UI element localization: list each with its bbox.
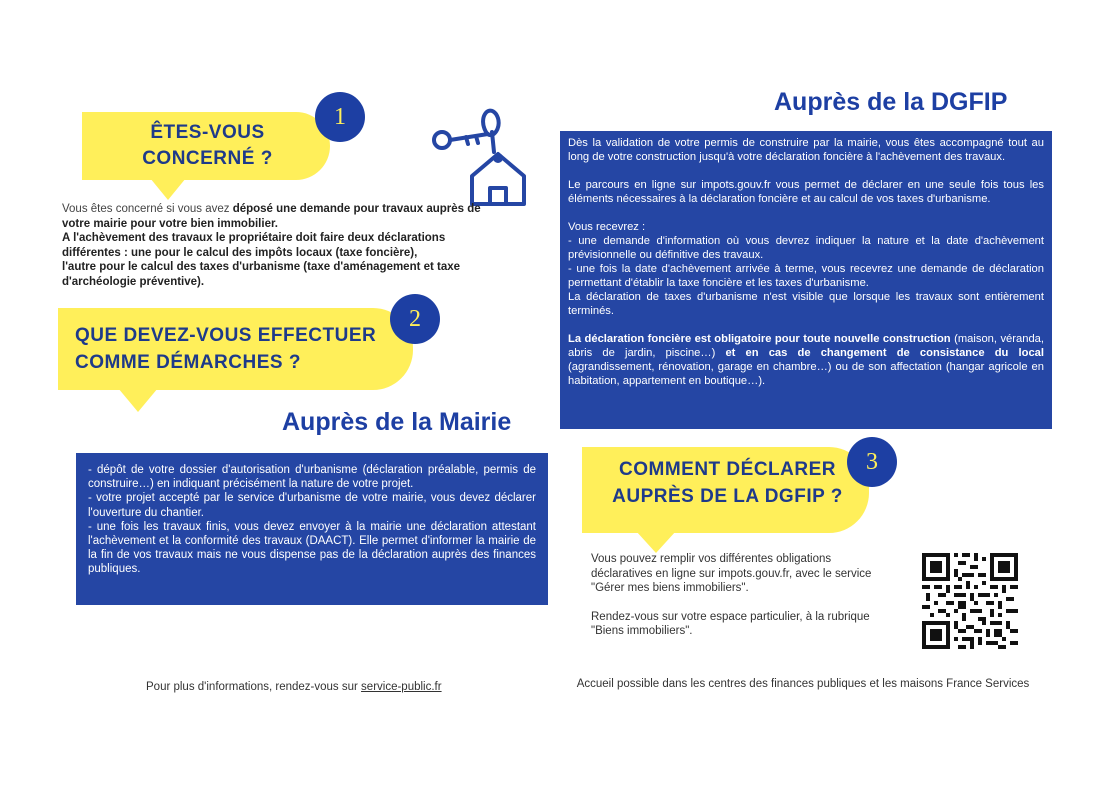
mairie-item-3: - une fois les travaux finis, vous devez envoyer à la mairie une déclaration attestant l'achèvement et la conformité des travaux (DAACT). Elle permet d'informer la mairie de la fin de vos travaux mais ne vous dispense pas de la déclaration auprès des finances publiques.: [88, 520, 536, 576]
section1-number: 1: [334, 103, 346, 130]
section1-bubble-tail: [150, 178, 186, 200]
section1-title: [120, 120, 295, 172]
section3-title-line2: AUPRÈS DE LA DGFIP ?: [612, 486, 843, 507]
section1-number-badge: [315, 92, 365, 142]
section1-text: [62, 202, 482, 289]
mairie-box: [76, 453, 548, 605]
section2-title-line2: COMME DÉMARCHES ?: [75, 352, 301, 373]
qr-code-icon[interactable]: [922, 553, 1018, 649]
section3-text-2: Rendez-vous sur votre espace particulier, à la rubrique "Biens immobiliers".: [591, 610, 870, 637]
dgfip-paragraph-1: Dès la validation de votre permis de construire par la mairie, vous êtes accompagné tout au long de votre construction jusqu'à votre déclaration foncière à l'achèvement des travaux.: [568, 137, 1044, 163]
dgfip-p4-plain-2: (agrandissement, rénovation, garage en chambre…) ou de son affectation (hangar agricole en habitation, appartement en boutique…).: [568, 361, 1044, 387]
section2-title-line1: QUE DEVEZ-VOUS EFFECTUER: [75, 325, 377, 346]
dgfip-paragraph-2: Le parcours en ligne sur impots.gouv.fr vous permet de déclarer en une seule fois tous les éléments nécessaires à la déclaration foncière et au calcul de vos taxes d'urbanisme.: [568, 179, 1044, 205]
section2-bubble-tail: [118, 388, 158, 412]
section3-text-1: Vous pouvez remplir vos différentes obligations déclaratives en ligne sur impots.gouv.fr, avec le service "Gérer mes biens immobiliers".: [591, 553, 872, 594]
section1-text-plain: Vous êtes concerné si vous avez: [62, 203, 233, 215]
dgfip-p4-bold-2: et en cas de changement de consistance du local: [725, 347, 1044, 359]
section3-title-line1: COMMENT DÉCLARER: [619, 459, 836, 480]
dgfip-receive-intro: Vous recevrez :: [568, 221, 646, 233]
section3-bubble-tail: [636, 531, 676, 553]
section3-text: [591, 552, 873, 639]
dgfip-p4-bold-1: La déclaration foncière est obligatoire pour toute nouvelle construction: [568, 333, 951, 345]
service-public-link[interactable]: service-public.fr: [361, 681, 442, 693]
dgfip-paragraph-4: [568, 332, 1044, 388]
dgfip-receive-item-3: La déclaration de taxes d'urbanisme n'est visible que lorsque les travaux sont entièrement terminés.: [568, 291, 1044, 317]
footer-right: Accueil possible dans les centres des finances publiques et les maisons France Services: [576, 678, 1030, 690]
mairie-title: Auprès de la Mairie: [282, 408, 512, 436]
section2-title: [75, 322, 405, 376]
section1-title-line2: CONCERNÉ ?: [142, 148, 273, 169]
section1-text-bold-3: l'autre pour le calcul des taxes d'urbanisme (taxe d'aménagement et taxe d'archéologie préventive).: [62, 261, 461, 288]
section1-text-bold-1: déposé une demande pour travaux auprès de votre mairie pour votre bien immobilier.: [62, 203, 481, 230]
section3-number: 3: [866, 448, 878, 475]
section1-title-line1: ÊTES-VOUS: [150, 122, 265, 143]
section2-number-badge: [390, 294, 440, 344]
dgfip-receive-item-1: - une demande d'information où vous devrez indiquer la nature et la date d'achèvement prévisionnelle ou définitive des travaux.: [568, 235, 1044, 261]
footer-left: [146, 681, 442, 693]
section1-text-bold-2: A l'achèvement des travaux le propriétaire doit faire deux déclarations différentes : une pour le calcul des impôts locaux (taxe foncière),: [62, 232, 446, 259]
dgfip-box: [560, 131, 1052, 429]
dgfip-title: Auprès de la DGFIP: [774, 88, 1008, 116]
section2-number: 2: [409, 305, 421, 332]
house-key-icon: [430, 98, 540, 210]
footer-left-text: Pour plus d'informations, rendez-vous sur: [146, 681, 362, 693]
section3-title: [595, 456, 860, 510]
mairie-item-1: - dépôt de votre dossier d'autorisation d'urbanisme (déclaration préalable, permis de construire…) en indiquant précisément la nature de votre projet.: [88, 464, 536, 491]
dgfip-p4-plain-1: (maison, véranda, abris de jardin, piscine…): [568, 333, 1044, 359]
section3-number-badge: [847, 437, 897, 487]
mairie-item-2: - votre projet accepté par le service d'urbanisme de votre mairie, vous devez déclarer l'ouverture du chantier.: [88, 492, 536, 519]
dgfip-receive-item-2: - une fois la date d'achèvement arrivée à terme, vous recevrez une demande de déclaration permettant d'établir la taxe foncière et les taxes d'urbanisme.: [568, 263, 1044, 289]
